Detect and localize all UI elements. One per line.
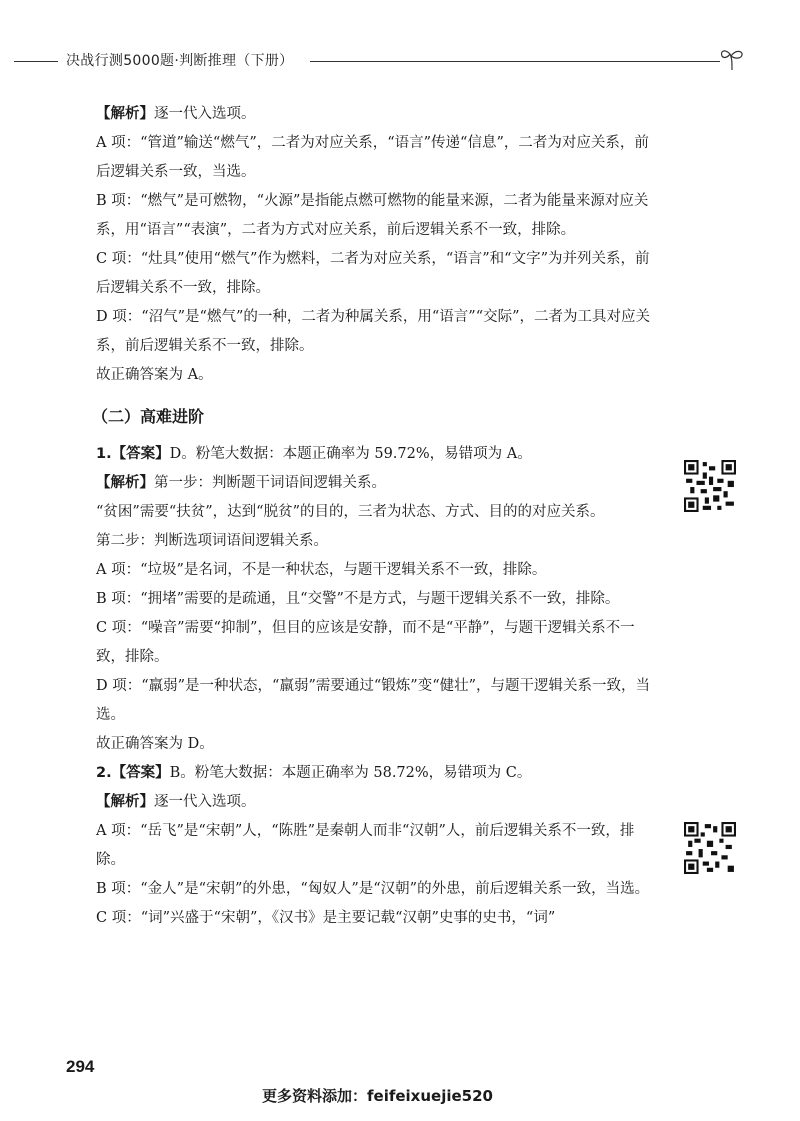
paragraph-text: D 项：“沼气”是“燃气”的一种，二者为种属关系，用“语言”“交际”，二者为工具对应关系，前后逻辑关系不一致，排除。 <box>96 309 651 354</box>
book-title: 决战行测5000题·判断推理（下册） <box>66 53 294 69</box>
paragraph-label: 【解析】 <box>96 794 154 810</box>
sprout-leaf-icon <box>718 46 746 72</box>
explanation-paragraph <box>96 556 662 585</box>
paragraph-label: 【解析】 <box>96 106 154 122</box>
section-heading <box>92 402 662 432</box>
explanation-paragraph <box>96 440 662 469</box>
page-number: 294 <box>66 1057 95 1076</box>
explanation-paragraph <box>96 788 662 817</box>
running-header <box>14 46 744 76</box>
paragraph-text: 故正确答案为 A。 <box>96 367 213 383</box>
explanation-paragraph <box>96 245 662 303</box>
paragraph-text: 故正确答案为 D。 <box>96 736 214 752</box>
explanation-paragraph <box>96 875 662 904</box>
paragraph-text: A 项：“垃圾”是名词，不是一种状态，与题干逻辑关系不一致，排除。 <box>96 562 547 578</box>
paragraph-text: A 项：“管道”输送“燃气”，二者为对应关系，“语言”传递“信息”，二者为对应关系，前后逻辑关系一致，当选。 <box>96 135 649 180</box>
header-rule-left <box>14 61 58 62</box>
footer-contact-note: 更多资料添加：feifeixuejie520 <box>262 1087 493 1105</box>
explanation-paragraph <box>96 759 662 788</box>
explanation-paragraph <box>96 585 662 614</box>
explanation-paragraph <box>96 129 662 187</box>
explanation-paragraph <box>96 100 662 129</box>
header-rule-right <box>310 61 720 62</box>
explanation-paragraph <box>96 187 662 245</box>
explanation-paragraph <box>96 730 662 759</box>
explanation-paragraph <box>96 498 662 527</box>
paragraph-text: D。粉笔大数据：本题正确率为 59.72%，易错项为 A。 <box>169 446 532 462</box>
paragraph-text: A 项：“岳飞”是“宋朝”人，“陈胜”是秦朝人而非“汉朝”人，前后逻辑关系不一致，排除。 <box>96 823 635 868</box>
paragraph-label: 【解析】 <box>96 475 154 491</box>
paragraph-text: B 项：“燃气”是可燃物，“火源”是指能点燃可燃物的能量来源，二者为能量来源对应关系，用“语言”“表演”，二者为方式对应关系，前后逻辑关系不一致，排除。 <box>96 193 649 238</box>
paragraph-text: B。粉笔大数据：本题正确率为 58.72%，易错项为 C。 <box>169 765 532 781</box>
paragraph-text: B 项：“金人”是“宋朝”的外患，“匈奴人”是“汉朝”的外患，前后逻辑关系一致，当选。 <box>96 881 650 897</box>
paragraph-text: D 项：“羸弱”是一种状态，“羸弱”需要通过“锻炼”变“健壮”，与题干逻辑关系一致，当选。 <box>96 678 651 723</box>
paragraph-text: C 项：“噪音”需要“抑制”，但目的应该是安静，而不是“平静”，与题干逻辑关系不一致，排除。 <box>96 620 635 665</box>
paragraph-text: 第一步：判断题干词语间逻辑关系。 <box>154 475 386 491</box>
paragraph-text: C 项：“灶具”使用“燃气”作为燃料，二者为对应关系，“语言”和“文字”为并列关系，前后逻辑关系不一致，排除。 <box>96 251 650 296</box>
section-heading-text: （二）高难进阶 <box>92 407 205 426</box>
explanation-paragraph <box>96 614 662 672</box>
paragraph-text: “贫困”需要“扶贫”，达到“脱贫”的目的，三者为状态、方式、目的的对应关系。 <box>96 504 605 520</box>
qr-code-icon[interactable] <box>684 460 736 512</box>
explanation-paragraph <box>96 361 662 390</box>
paragraph-label: 1.【答案】 <box>96 446 170 462</box>
explanation-paragraph <box>96 817 662 875</box>
paragraph-text: 逐一代入选项。 <box>154 794 256 810</box>
paragraph-text: B 项：“拥堵”需要的是疏通，且“交警”不是方式，与题干逻辑关系不一致，排除。 <box>96 591 620 607</box>
explanation-paragraph <box>96 672 662 730</box>
paragraph-text: 第二步：判断选项词语间逻辑关系。 <box>96 533 328 549</box>
explanation-paragraph <box>96 469 662 498</box>
paragraph-label: 2.【答案】 <box>96 765 170 781</box>
paragraph-text: 逐一代入选项。 <box>154 106 256 122</box>
explanation-paragraph <box>96 904 662 933</box>
answer-explanation-body <box>92 100 662 933</box>
qr-code-icon[interactable] <box>684 822 736 874</box>
paragraph-text: C 项：“词”兴盛于“宋朝”，《汉书》是主要记载“汉朝”史事的史书，“词” <box>96 910 556 926</box>
explanation-paragraph <box>96 303 662 361</box>
explanation-paragraph <box>96 527 662 556</box>
